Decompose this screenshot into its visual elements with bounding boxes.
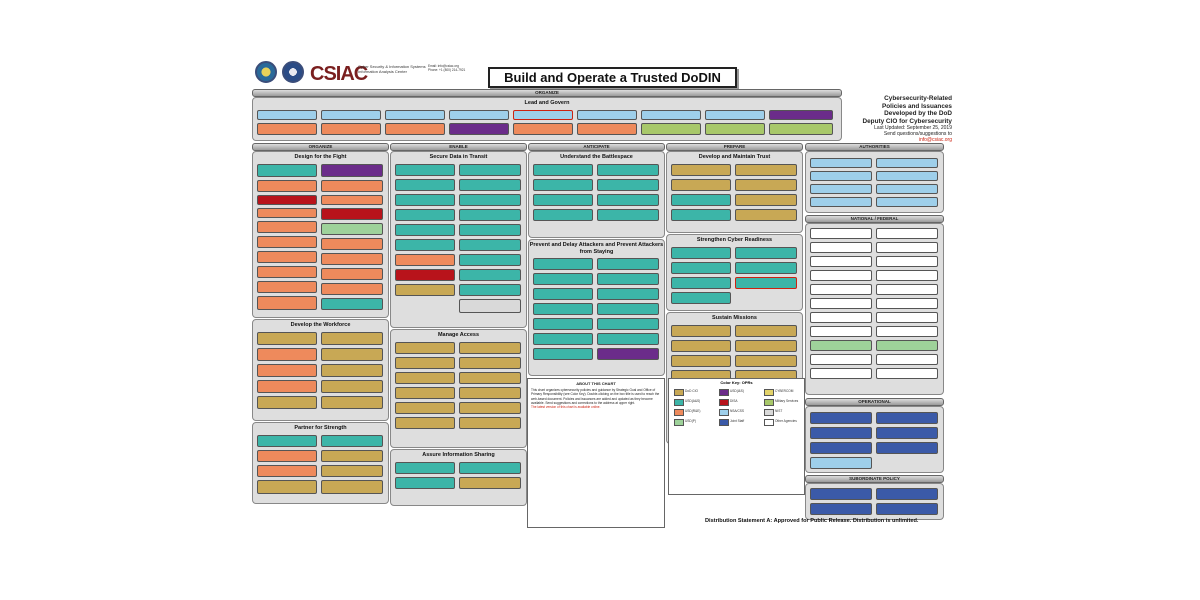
policy-box[interactable] [257, 281, 317, 293]
policy-box[interactable] [385, 110, 445, 120]
info-line: Policies and Issuances [882, 102, 952, 110]
policy-box[interactable] [876, 284, 938, 295]
policy-box[interactable] [705, 110, 765, 120]
subordinate-banner: SUBORDINATE POLICY [805, 475, 944, 483]
policy-box[interactable] [395, 402, 455, 414]
policy-box[interactable] [321, 180, 383, 192]
policy-box[interactable] [671, 292, 731, 304]
national-federal-section [805, 223, 944, 395]
policy-box[interactable] [876, 228, 938, 239]
policy-box[interactable] [257, 465, 317, 477]
policy-box[interactable] [321, 396, 383, 409]
csiac-logo: CSIAC [310, 63, 368, 85]
section-title: Lead and Govern [524, 100, 570, 106]
policy-box[interactable] [810, 312, 872, 323]
policy-box[interactable] [395, 477, 455, 489]
legend-label: Other Agencies [775, 419, 797, 423]
policy-box[interactable] [577, 110, 637, 120]
policy-box[interactable] [257, 348, 317, 361]
design-fight-section [252, 151, 389, 318]
policy-box[interactable] [321, 465, 383, 477]
section-title: Assure Information Sharing [422, 452, 495, 458]
legend-swatch [674, 389, 684, 396]
policy-box[interactable] [876, 184, 938, 194]
policy-box[interactable] [395, 164, 455, 176]
policy-box[interactable] [876, 270, 938, 281]
policy-box[interactable] [257, 208, 317, 218]
prevent-section [528, 239, 665, 376]
policy-box[interactable] [257, 180, 317, 192]
policy-box[interactable] [735, 262, 797, 274]
policy-box[interactable] [257, 480, 317, 494]
organize-top-banner: ORGANIZE [252, 89, 842, 97]
legend-label: USD(P) [685, 419, 696, 423]
policy-box[interactable] [321, 238, 383, 250]
policy-box[interactable] [321, 268, 383, 280]
policy-box[interactable] [810, 326, 872, 337]
policy-box[interactable] [735, 179, 797, 191]
contact-email-link[interactable]: info@csiac.org [918, 137, 952, 143]
policy-box[interactable] [810, 457, 872, 469]
policy-box[interactable] [810, 488, 872, 500]
policy-box[interactable] [533, 333, 593, 345]
strengthen-section [666, 234, 803, 311]
policy-box[interactable] [513, 123, 573, 135]
policy-box[interactable] [810, 368, 872, 379]
info-line: Cybersecurity-Related [884, 95, 952, 102]
policy-box[interactable] [533, 318, 593, 330]
policy-box[interactable] [876, 427, 938, 439]
legend-swatch [674, 409, 684, 416]
policy-box[interactable] [671, 262, 731, 274]
section-title: Strengthen Cyber Readiness [696, 237, 773, 243]
policy-box[interactable] [395, 372, 455, 384]
enable-banner: ENABLE [390, 143, 527, 151]
policy-box[interactable] [321, 450, 383, 462]
policy-box[interactable] [735, 340, 797, 352]
policy-box[interactable] [810, 427, 872, 439]
legend-label: Joint Staff [730, 419, 745, 423]
policy-box[interactable] [810, 270, 872, 281]
policy-box[interactable] [257, 450, 317, 462]
organize-banner: ORGANIZE [252, 143, 389, 151]
policy-box[interactable] [257, 396, 317, 409]
about-title: ABOUT THIS CHART [576, 381, 616, 386]
policy-box[interactable] [671, 355, 731, 367]
policy-box[interactable] [810, 228, 872, 239]
policy-box[interactable] [597, 303, 659, 315]
policy-box[interactable] [735, 355, 797, 367]
legend-swatch [719, 409, 729, 416]
policy-box[interactable] [459, 387, 521, 399]
policy-box[interactable] [671, 164, 731, 176]
legend-swatch [764, 409, 774, 416]
policy-box[interactable] [257, 236, 317, 248]
policy-box[interactable] [735, 209, 797, 221]
policy-box[interactable] [459, 372, 521, 384]
color-key-legend [668, 378, 805, 495]
policy-box[interactable] [257, 123, 317, 135]
legend-swatch [719, 419, 729, 426]
distribution-statement: Distribution Statement A: Approved for Public Release. Distribution is unlimited. [705, 518, 919, 524]
battlespace-section [528, 151, 665, 238]
policy-box[interactable] [876, 488, 938, 500]
policy-box[interactable] [810, 503, 872, 515]
policy-box[interactable] [597, 258, 659, 270]
legend-label: NSA/CSS [730, 409, 744, 413]
policy-box[interactable] [395, 239, 455, 251]
policy-box[interactable] [810, 442, 872, 454]
policy-box[interactable] [459, 357, 521, 369]
policy-box[interactable] [459, 194, 521, 206]
policy-box[interactable] [395, 179, 455, 191]
section-title: Partner for Strength [294, 425, 347, 431]
policy-box[interactable] [597, 348, 659, 360]
policy-box[interactable] [597, 194, 659, 206]
policy-box[interactable] [597, 288, 659, 300]
policy-box[interactable] [459, 164, 521, 176]
policy-box[interactable] [257, 266, 317, 278]
dod-cio-seal-icon [282, 61, 304, 83]
policy-box[interactable] [533, 179, 593, 191]
legend-label: DoD CIO [685, 389, 698, 393]
policy-box[interactable] [459, 477, 521, 489]
policy-box[interactable] [533, 348, 593, 360]
policy-box[interactable] [876, 298, 938, 309]
legend-swatch [719, 399, 729, 406]
dod-seal-icon [255, 61, 277, 83]
policy-box[interactable] [321, 195, 383, 205]
legend-swatch [674, 419, 684, 426]
national-federal-banner: NATIONAL / FEDERAL [805, 215, 944, 223]
policy-box[interactable] [459, 239, 521, 251]
policy-box[interactable] [597, 273, 659, 285]
policy-box[interactable] [671, 325, 731, 337]
policy-box[interactable] [395, 342, 455, 354]
policy-box[interactable] [395, 387, 455, 399]
contact-line: Send questions/suggestions to [883, 131, 952, 137]
section-title: Understand the Battlespace [560, 154, 633, 160]
policy-box[interactable] [810, 284, 872, 295]
policy-box[interactable] [810, 340, 872, 351]
policy-box[interactable] [257, 251, 317, 263]
last-updated: Last Updated: September 25, 2019 [874, 125, 952, 131]
legend-swatch [764, 419, 774, 426]
policy-box[interactable] [810, 197, 872, 207]
csiac-subtitle: Cyber Security & Information Systems Information Analysis Center [358, 64, 426, 74]
manage-access-section [390, 329, 527, 448]
section-title: Manage Access [437, 332, 480, 338]
section-title: Secure Data in Transit [429, 154, 488, 160]
policy-box[interactable] [876, 256, 938, 267]
section-title: Develop the Workforce [290, 322, 351, 328]
policy-box[interactable] [735, 194, 797, 206]
policy-box[interactable] [876, 197, 938, 207]
policy-box[interactable] [257, 332, 317, 345]
policy-box[interactable] [533, 258, 593, 270]
policy-box[interactable] [257, 221, 317, 233]
policy-box[interactable] [321, 223, 383, 235]
authorities-banner: AUTHORITIES [805, 143, 944, 151]
policy-box[interactable] [671, 209, 731, 221]
policy-box[interactable] [735, 277, 797, 289]
policy-box[interactable] [321, 380, 383, 393]
legend-title: Color Key: OPRs [720, 380, 753, 385]
policy-box[interactable] [395, 284, 455, 296]
policy-box[interactable] [533, 209, 593, 221]
legend-label: Military Services [775, 399, 799, 403]
policy-box[interactable] [321, 298, 383, 310]
anticipate-banner: ANTICIPATE [528, 143, 665, 151]
workforce-section [252, 319, 389, 421]
partner-section [252, 422, 389, 504]
legend-label: DISA [730, 399, 738, 403]
legend-label: USD(A&S) [685, 399, 701, 403]
policy-box[interactable] [321, 110, 381, 120]
about-chart-box [527, 378, 665, 528]
policy-box[interactable] [876, 242, 938, 253]
policy-box[interactable] [459, 224, 521, 236]
info-line: Deputy CIO for Cybersecurity [862, 117, 952, 125]
policy-box[interactable] [577, 123, 637, 135]
about-note-link[interactable]: The latest version of this chart is available online. [531, 405, 601, 410]
policy-box[interactable] [395, 194, 455, 206]
policy-box[interactable] [257, 195, 317, 205]
policy-box[interactable] [321, 208, 383, 220]
policy-box[interactable] [257, 164, 317, 177]
policy-box[interactable] [876, 368, 938, 379]
policy-box[interactable] [735, 247, 797, 259]
legend-swatch [719, 389, 729, 396]
policy-box[interactable] [459, 299, 521, 313]
policy-box[interactable] [257, 296, 317, 310]
policy-box[interactable] [876, 442, 938, 454]
legend-swatch [764, 399, 774, 406]
info-line: Developed by the DoD [884, 110, 952, 117]
policy-box[interactable] [395, 254, 455, 266]
policy-box[interactable] [705, 123, 765, 135]
chart-info-block [840, 95, 952, 145]
secure-data-section [390, 151, 527, 328]
operational-banner: OPERATIONAL [805, 398, 944, 406]
policy-box[interactable] [876, 158, 938, 168]
policy-box[interactable] [395, 224, 455, 236]
policy-box[interactable] [810, 412, 872, 424]
prepare-banner: PREPARE [666, 143, 803, 151]
policy-box[interactable] [459, 462, 521, 474]
policy-box[interactable] [395, 209, 455, 221]
policy-box[interactable] [459, 254, 521, 266]
policy-box[interactable] [810, 298, 872, 309]
policy-box[interactable] [321, 364, 383, 377]
policy-box[interactable] [321, 480, 383, 494]
policy-box[interactable] [641, 123, 701, 135]
policy-box[interactable] [597, 209, 659, 221]
policy-box[interactable] [449, 123, 509, 135]
policy-box[interactable] [597, 179, 659, 191]
section-title: Prevent and Delay Attackers and Prevent Attackers from Staying [529, 242, 664, 255]
policy-box[interactable] [769, 110, 833, 120]
section-title: Sustain Missions [712, 315, 757, 321]
chart-title: Build and Operate a Trusted DoDIN [488, 67, 737, 88]
policy-box[interactable] [876, 312, 938, 323]
legend-label: CYBERCOM [775, 389, 794, 393]
policy-box[interactable] [876, 326, 938, 337]
policy-box[interactable] [597, 164, 659, 176]
policy-box[interactable] [810, 184, 872, 194]
policy-box[interactable] [395, 269, 455, 281]
legend-label: USD(I&S) [730, 389, 744, 393]
policy-box[interactable] [385, 123, 445, 135]
legend-label: USD(R&E) [685, 409, 701, 413]
policy-box[interactable] [395, 357, 455, 369]
policy-box[interactable] [459, 269, 521, 281]
legend-swatch [764, 389, 774, 396]
policy-box[interactable] [459, 402, 521, 414]
develop-trust-section [666, 151, 803, 233]
policy-box[interactable] [810, 242, 872, 253]
policy-box[interactable] [459, 179, 521, 191]
policy-box[interactable] [321, 253, 383, 265]
policy-box[interactable] [810, 354, 872, 365]
assure-sharing-section [390, 449, 527, 506]
policy-box[interactable] [671, 277, 731, 289]
policy-box[interactable] [459, 284, 521, 296]
legend-label: NIST [775, 409, 783, 413]
authorities-section [805, 151, 944, 213]
policy-box[interactable] [533, 288, 593, 300]
policy-box[interactable] [641, 110, 701, 120]
policy-box[interactable] [769, 123, 833, 135]
lead-govern-section [252, 97, 842, 141]
policy-box[interactable] [597, 333, 659, 345]
policy-box[interactable] [321, 348, 383, 361]
policy-box[interactable] [671, 194, 731, 206]
section-title: Develop and Maintain Trust [698, 154, 771, 160]
policy-box[interactable] [449, 110, 509, 120]
policy-box[interactable] [321, 332, 383, 345]
policy-box[interactable] [671, 179, 731, 191]
policy-box[interactable] [459, 417, 521, 429]
policy-box[interactable] [395, 462, 455, 474]
policy-box[interactable] [395, 417, 455, 429]
policy-box[interactable] [321, 283, 383, 295]
policy-box[interactable] [533, 303, 593, 315]
policy-box[interactable] [876, 354, 938, 365]
policy-box[interactable] [257, 435, 317, 447]
policy-box[interactable] [876, 412, 938, 424]
csiac-contact: Email: info@csiac.org Phone: +1 (800) 214-7921 [428, 64, 466, 72]
subordinate-section [805, 483, 944, 520]
policy-box[interactable] [876, 503, 938, 515]
policy-box[interactable] [810, 171, 872, 181]
policy-box[interactable] [321, 435, 383, 447]
policy-box[interactable] [321, 164, 383, 177]
policy-box[interactable] [671, 340, 731, 352]
policy-box[interactable] [257, 110, 317, 120]
policy-box[interactable] [459, 342, 521, 354]
policy-box[interactable] [257, 364, 317, 377]
policy-box[interactable] [513, 110, 573, 120]
policy-box[interactable] [810, 256, 872, 267]
operational-section [805, 406, 944, 473]
policy-box[interactable] [735, 164, 797, 176]
policy-box[interactable] [321, 123, 381, 135]
policy-chart-poster [250, 55, 950, 535]
policy-box[interactable] [810, 158, 872, 168]
about-body: This chart organizes cybersecurity policies and guidance by Strategic Goal and Office of Primary Responsibility (see Color Key). Double-clicking on the box title is used to reach the web-based document. Policies and issuances are added and updated as they become available. Send suggestions and corrections to the address at upper right. [531, 388, 660, 405]
section-title: Design for the Fight [294, 154, 347, 160]
policy-box[interactable] [533, 164, 593, 176]
policy-box[interactable] [533, 194, 593, 206]
policy-box[interactable] [735, 325, 797, 337]
policy-box[interactable] [876, 340, 938, 351]
policy-box[interactable] [257, 380, 317, 393]
legend-swatch [674, 399, 684, 406]
policy-box[interactable] [597, 318, 659, 330]
policy-box[interactable] [533, 273, 593, 285]
policy-box[interactable] [459, 209, 521, 221]
policy-box[interactable] [671, 247, 731, 259]
policy-box[interactable] [876, 171, 938, 181]
